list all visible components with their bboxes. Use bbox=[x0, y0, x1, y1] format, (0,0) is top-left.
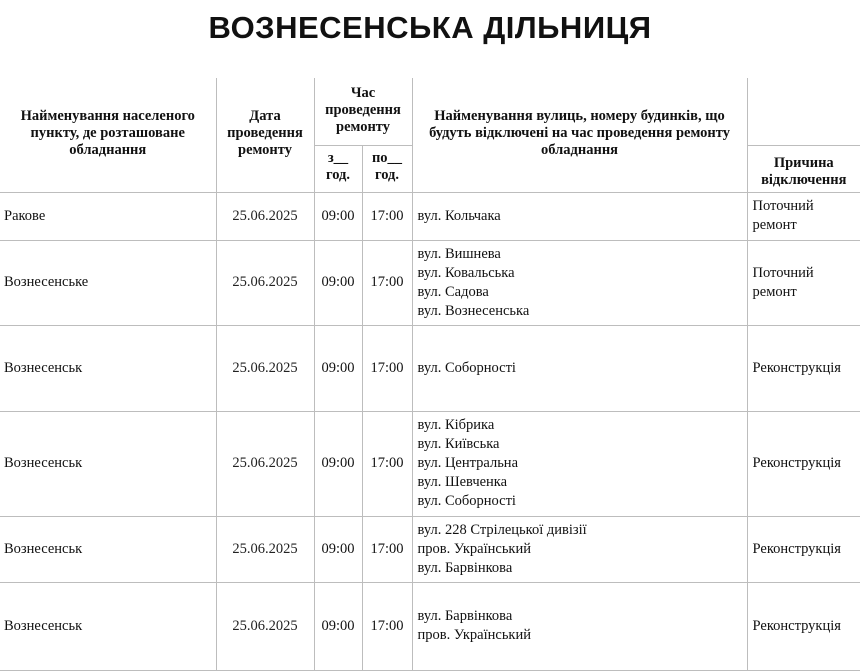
header-date: Дата проведення ремонту bbox=[216, 78, 314, 192]
table-row bbox=[0, 411, 860, 516]
street-item: вул. Вишнева bbox=[417, 245, 501, 262]
header-place: Найменування населеного пункту, де розташоване обладнання bbox=[0, 78, 216, 192]
cell-from: 09:00 bbox=[314, 192, 362, 240]
street-item: вул. Вознесенська bbox=[417, 302, 530, 319]
header-to: по__ год. bbox=[362, 145, 412, 192]
cell-reason: Реконструкція bbox=[747, 516, 860, 582]
cell-date: 25.06.2025 bbox=[216, 192, 314, 240]
cell-streets bbox=[412, 516, 747, 582]
cell-streets bbox=[412, 411, 747, 516]
street-item: пров. Український bbox=[417, 540, 531, 557]
header-time: Час проведення ремонту bbox=[314, 78, 412, 145]
cell-reason: Реконструкція bbox=[747, 325, 860, 411]
header-from: з__ год. bbox=[314, 145, 362, 192]
street-item: вул. Кібрика bbox=[417, 417, 495, 433]
cell-streets bbox=[412, 582, 747, 670]
cell-reason: Поточний ремонт bbox=[747, 192, 860, 240]
header-reason: Причина відключення bbox=[747, 145, 860, 192]
street-item: вул. Шевченка bbox=[417, 474, 508, 490]
cell-to: 17:00 bbox=[362, 240, 412, 325]
cell-from: 09:00 bbox=[314, 240, 362, 325]
cell-place: Ракове bbox=[0, 192, 216, 240]
cell-date: 25.06.2025 bbox=[216, 240, 314, 325]
table-row bbox=[0, 516, 860, 582]
street-item: вул. Кольчака bbox=[417, 207, 501, 224]
street-item: вул. Барвінкова bbox=[417, 608, 513, 624]
cell-date: 25.06.2025 bbox=[216, 325, 314, 411]
table-row bbox=[0, 192, 860, 240]
cell-reason: Реконструкція bbox=[747, 411, 860, 516]
cell-place: Вознесенськ bbox=[0, 325, 216, 411]
cell-place: Вознесенськ bbox=[0, 582, 216, 670]
header-reason-spacer bbox=[747, 78, 860, 145]
table-row bbox=[0, 240, 860, 325]
page-title: ВОЗНЕСЕНСЬКА ДІЛЬНИЦЯ bbox=[208, 10, 652, 45]
cell-to: 17:00 bbox=[362, 516, 412, 582]
cell-to: 17:00 bbox=[362, 411, 412, 516]
cell-from: 09:00 bbox=[314, 516, 362, 582]
cell-from: 09:00 bbox=[314, 582, 362, 670]
cell-reason: Реконструкція bbox=[747, 582, 860, 670]
street-item: вул. Садова bbox=[417, 283, 489, 300]
street-item: вул. Соборності bbox=[417, 359, 516, 376]
cell-reason: Поточний ремонт bbox=[747, 240, 860, 325]
street-item: пров. Український bbox=[417, 627, 531, 643]
cell-place: Вознесенське bbox=[0, 240, 216, 325]
street-item: вул. Центральна bbox=[417, 455, 519, 471]
cell-streets bbox=[412, 325, 747, 411]
street-item: вул. Ковальська bbox=[417, 264, 515, 281]
street-item: вул. 228 Стрілецької дивізії bbox=[417, 521, 587, 538]
street-item: вул. Соборності bbox=[417, 493, 516, 509]
table-row bbox=[0, 325, 860, 411]
cell-date: 25.06.2025 bbox=[216, 516, 314, 582]
cell-streets bbox=[412, 192, 747, 240]
cell-place: Вознесенськ bbox=[0, 411, 216, 516]
cell-to: 17:00 bbox=[362, 325, 412, 411]
outage-schedule-table bbox=[0, 78, 860, 671]
cell-date: 25.06.2025 bbox=[216, 411, 314, 516]
header-streets: Найменування вулиць, номеру будинків, що будуть відключені на час проведення ремонту обладнання bbox=[412, 78, 747, 192]
cell-to: 17:00 bbox=[362, 582, 412, 670]
cell-place: Вознесенськ bbox=[0, 516, 216, 582]
street-item: вул. Київська bbox=[417, 436, 500, 452]
cell-from: 09:00 bbox=[314, 325, 362, 411]
street-item: вул. Барвінкова bbox=[417, 559, 513, 576]
cell-date: 25.06.2025 bbox=[216, 582, 314, 670]
cell-from: 09:00 bbox=[314, 411, 362, 516]
table-row bbox=[0, 582, 860, 670]
cell-to: 17:00 bbox=[362, 192, 412, 240]
cell-streets bbox=[412, 240, 747, 325]
